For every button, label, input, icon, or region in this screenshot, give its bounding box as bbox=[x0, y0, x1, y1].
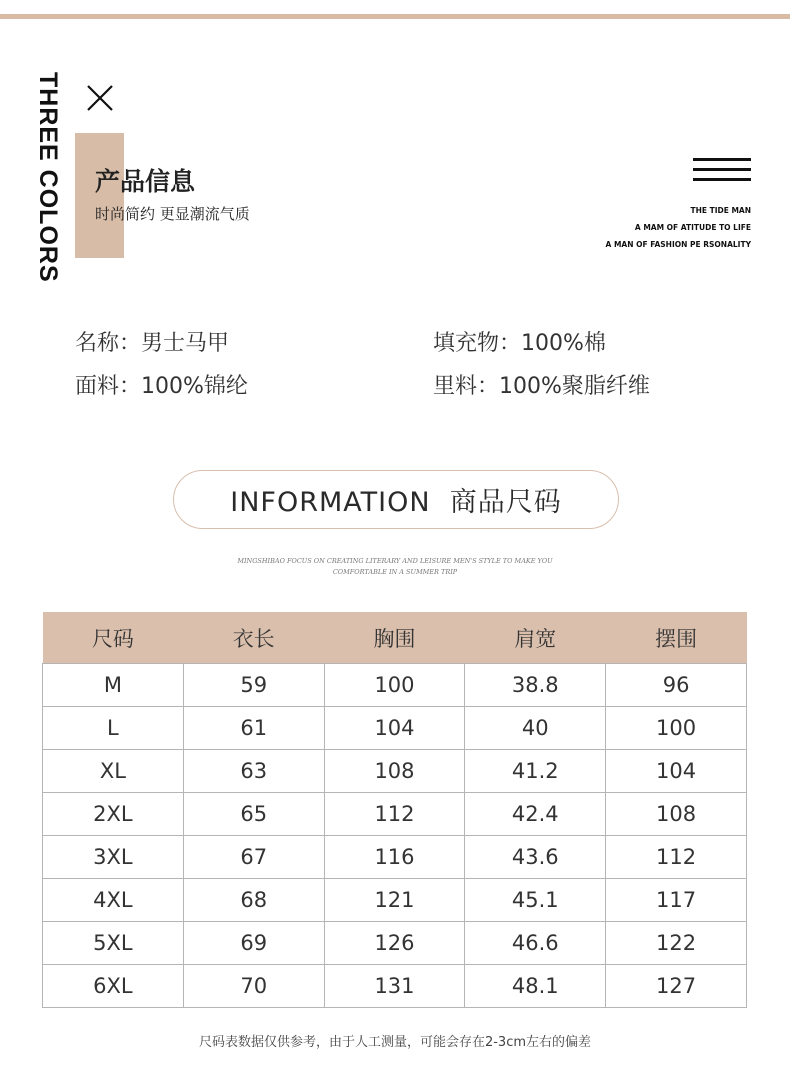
table-row bbox=[43, 836, 747, 879]
table-cell: 104 bbox=[324, 707, 465, 750]
table-cell: 59 bbox=[183, 664, 324, 707]
table-cell: 67 bbox=[183, 836, 324, 879]
fine-print bbox=[190, 556, 600, 578]
spec-lining: 里料：100%聚脂纤维 bbox=[433, 374, 650, 399]
close-icon bbox=[85, 83, 115, 113]
table-cell: 112 bbox=[606, 836, 747, 879]
table-cell: 112 bbox=[324, 793, 465, 836]
size-table-body bbox=[43, 664, 747, 1008]
fine-print-line-1: MINGSHIBAO FOCUS ON CREATING LITERARY AND LEISURE MEN'S STYLE TO MAKE YOU bbox=[237, 557, 553, 565]
table-cell: 40 bbox=[465, 707, 606, 750]
table-cell: 108 bbox=[324, 750, 465, 793]
table-cell: 43.6 bbox=[465, 836, 606, 879]
page-subtitle: 时尚简约 更显潮流气质 bbox=[95, 205, 250, 223]
table-cell: 116 bbox=[324, 836, 465, 879]
footnote: 尺码表数据仅供参考，由于人工测量，可能会存在2-3cm左右的偏差 bbox=[198, 1035, 592, 1050]
table-cell: 100 bbox=[606, 707, 747, 750]
tagline-2: A MAM OF ATITUDE TO LIFE bbox=[634, 223, 751, 232]
menu-lines-icon bbox=[693, 158, 751, 182]
section-title: INFORMATION 商品尺码 bbox=[230, 487, 562, 518]
table-cell: 6XL bbox=[43, 965, 184, 1008]
table-cell: 38.8 bbox=[465, 664, 606, 707]
table-cell: 126 bbox=[324, 922, 465, 965]
table-cell: 104 bbox=[606, 750, 747, 793]
section-title-pill bbox=[173, 470, 619, 529]
table-cell: 4XL bbox=[43, 879, 184, 922]
size-table bbox=[42, 612, 747, 1008]
table-cell: 65 bbox=[183, 793, 324, 836]
table-cell: 63 bbox=[183, 750, 324, 793]
table-cell: 121 bbox=[324, 879, 465, 922]
table-cell: 68 bbox=[183, 879, 324, 922]
top-accent-bar bbox=[0, 14, 790, 19]
table-row bbox=[43, 879, 747, 922]
table-cell: 131 bbox=[324, 965, 465, 1008]
side-title: THREE COLORS bbox=[34, 72, 62, 283]
header-cell-length: 衣长 bbox=[183, 612, 324, 664]
table-cell: 70 bbox=[183, 965, 324, 1008]
table-cell: M bbox=[43, 664, 184, 707]
table-row bbox=[43, 793, 747, 836]
header-cell-shoulder: 肩宽 bbox=[465, 612, 606, 664]
size-table-header-row bbox=[43, 612, 747, 664]
table-cell: 100 bbox=[324, 664, 465, 707]
spec-filling: 填充物：100%棉 bbox=[433, 331, 606, 356]
table-row bbox=[43, 664, 747, 707]
table-row bbox=[43, 750, 747, 793]
header-cell-chest: 胸围 bbox=[324, 612, 465, 664]
table-cell: 42.4 bbox=[465, 793, 606, 836]
fine-print-line-2: COMFORTABLE IN A SUMMER TRIP bbox=[332, 568, 458, 576]
table-row bbox=[43, 965, 747, 1008]
table-row bbox=[43, 922, 747, 965]
table-cell: 46.6 bbox=[465, 922, 606, 965]
table-cell: XL bbox=[43, 750, 184, 793]
header-cell-size: 尺码 bbox=[43, 612, 184, 664]
table-cell: 2XL bbox=[43, 793, 184, 836]
spec-name: 名称：男士马甲 bbox=[75, 331, 230, 356]
spec-fabric: 面料：100%锦纶 bbox=[75, 374, 248, 399]
table-cell: 45.1 bbox=[465, 879, 606, 922]
table-cell: 122 bbox=[606, 922, 747, 965]
table-cell: 41.2 bbox=[465, 750, 606, 793]
table-cell: 61 bbox=[183, 707, 324, 750]
table-cell: 117 bbox=[606, 879, 747, 922]
table-cell: 127 bbox=[606, 965, 747, 1008]
table-cell: 108 bbox=[606, 793, 747, 836]
header-cell-hem: 摆围 bbox=[606, 612, 747, 664]
table-cell: 5XL bbox=[43, 922, 184, 965]
table-row bbox=[43, 707, 747, 750]
tagline-1: THE TIDE MAN bbox=[690, 206, 751, 215]
tagline-3: A MAN OF FASHION PE RSONALITY bbox=[605, 240, 751, 249]
table-cell: 48.1 bbox=[465, 965, 606, 1008]
table-cell: 69 bbox=[183, 922, 324, 965]
page-title: 产品信息 bbox=[95, 167, 196, 196]
table-cell: L bbox=[43, 707, 184, 750]
table-cell: 3XL bbox=[43, 836, 184, 879]
table-cell: 96 bbox=[606, 664, 747, 707]
